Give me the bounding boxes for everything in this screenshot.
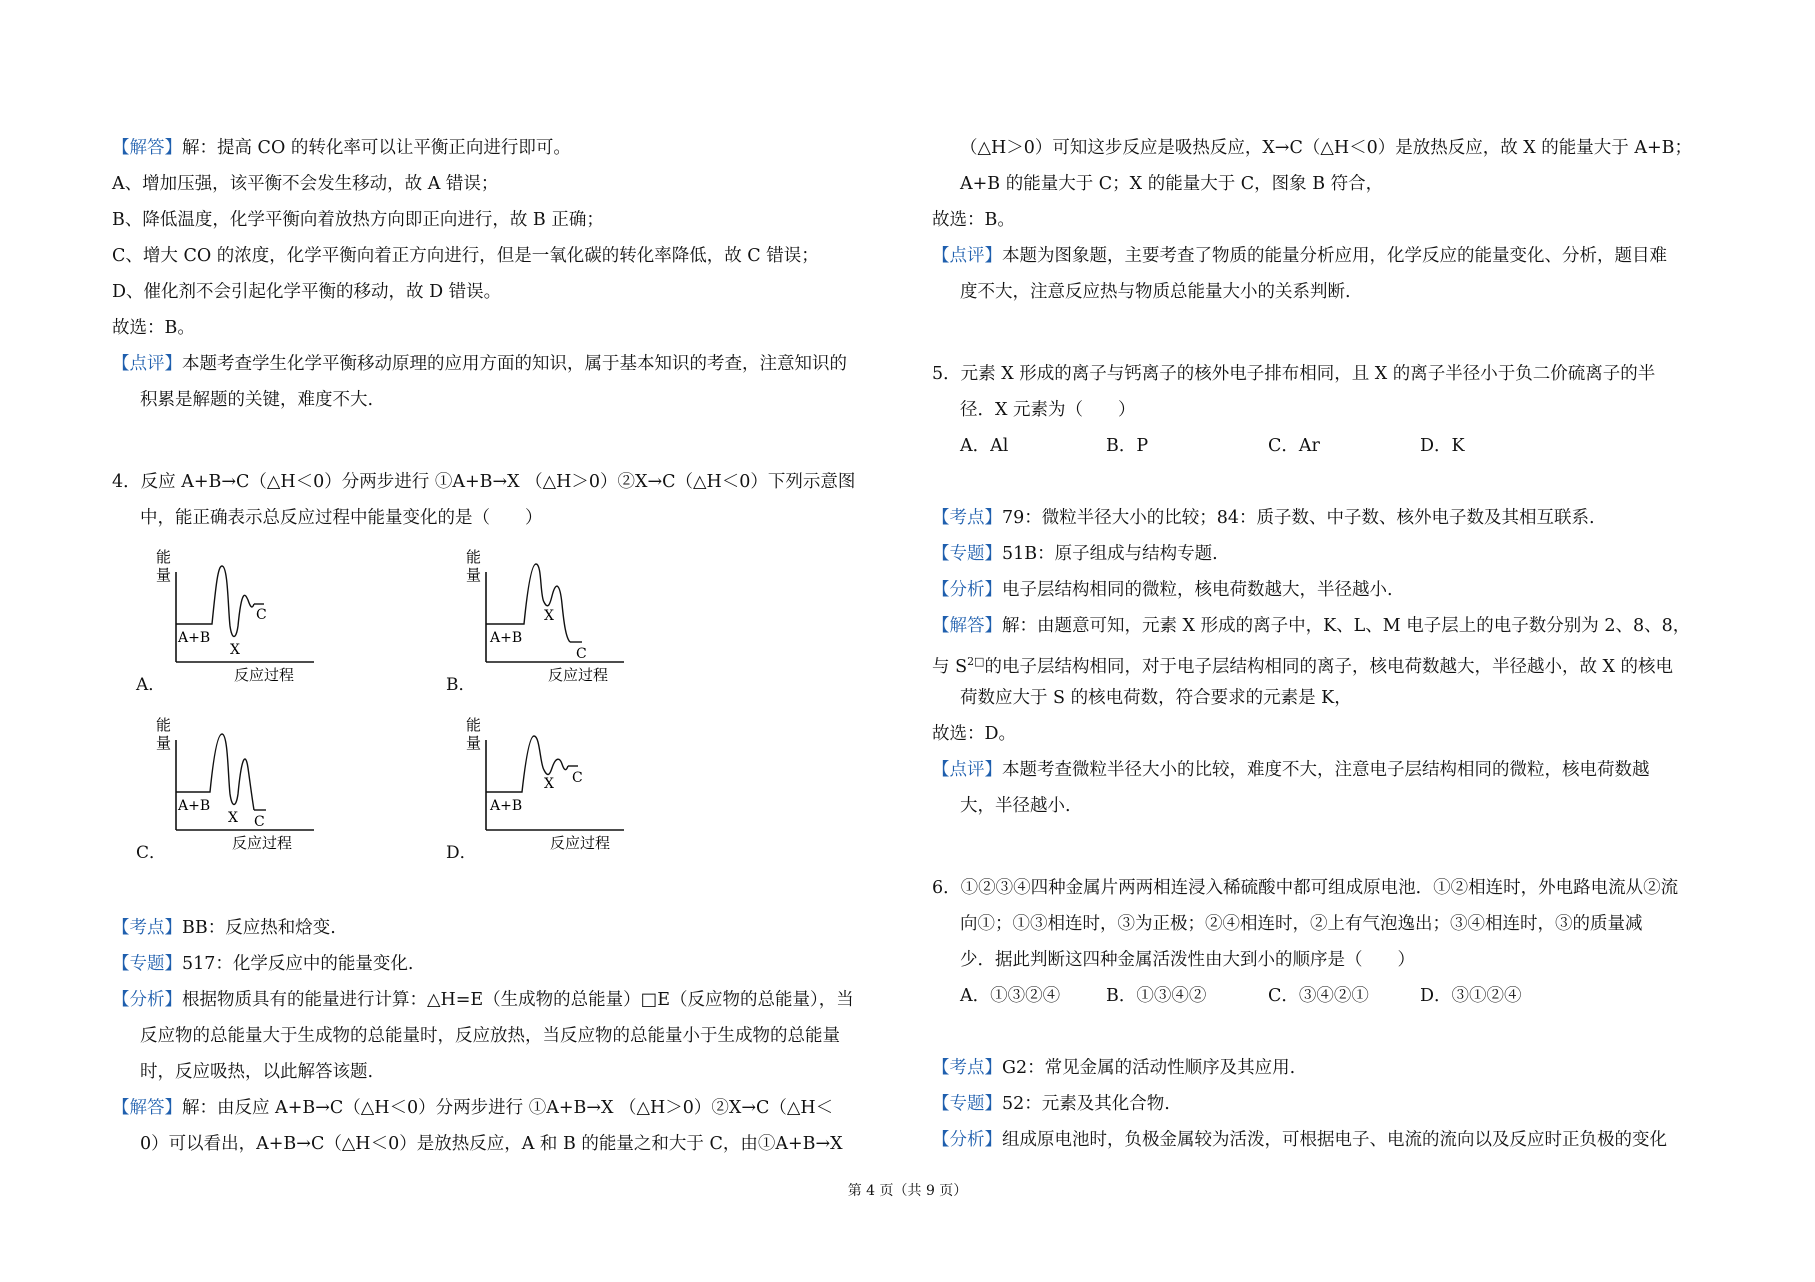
zhuanti-tag: 【专题】	[932, 1094, 1002, 1114]
q5-fenxi	[932, 578, 1393, 602]
jieda-post: 的电子层结构相同，对于电子层结构相同的离子，核电荷数越大，半径越小，故 X 的核电	[984, 656, 1674, 677]
graph-c-x: X	[228, 810, 238, 826]
jieda-pre: 与 S	[932, 656, 968, 677]
option-c-label: C．	[136, 843, 167, 863]
q3-option-b: B、降低温度，化学平衡向着放热方向即正向进行，故 B 正确；	[112, 210, 604, 230]
comment-text: 本题考查微粒半径大小的比较，难度不大，注意电子层结构相同的微粒，核电荷数越	[1002, 760, 1650, 780]
q5-option-d: D．K	[1420, 436, 1465, 456]
graph-b-c: C	[576, 646, 587, 662]
graph-a	[154, 544, 334, 684]
page-footer: 第 4 页（共 9 页）	[847, 1183, 968, 1199]
q3-answer-line	[112, 136, 571, 160]
graph-a-c: C	[256, 607, 267, 623]
q4-fenxi	[112, 988, 854, 1012]
q4-comment	[932, 244, 1667, 268]
answer-tag: 【解答】	[112, 138, 182, 158]
kaodian-tag: 【考点】	[932, 508, 1002, 528]
q4-comment-line2: 度不大，注意反应热与物质总能量大小的关系判断.	[960, 282, 1351, 302]
zhuanti-text: 51B：原子组成与结构专题.	[1002, 544, 1218, 564]
q3-option-a: A、增加压强，该平衡不会发生移动，故 A 错误；	[112, 174, 499, 194]
jieda-tag: 【解答】	[112, 1098, 182, 1118]
fenxi-text: 根据物质具有的能量进行计算：△H=E（生成物的总能量）□E（反应物的总能量），当	[182, 990, 854, 1010]
graph-b-ylabel1: 能	[466, 548, 482, 566]
q5-jieda-line2	[932, 650, 1673, 679]
graph-d-x: X	[544, 776, 554, 792]
q5-comment	[932, 758, 1650, 782]
option-b-label: B．	[446, 675, 476, 695]
q5-option-a: A．Al	[960, 436, 1009, 456]
kaodian-text: 79：微粒半径大小的比较；84：质子数、中子数、核外电子数及其相互联系.	[1002, 508, 1595, 528]
q4-fenxi-line2: 反应物的总能量大于生成物的总能量时，反应放热，当反应物的总能量小于生成物的总能量	[140, 1026, 840, 1046]
q5-jieda-line3: 荷数应大于 S 的核电荷数，符合要求的元素是 K，	[960, 688, 1352, 708]
graph-d-c: C	[572, 770, 583, 786]
graph-a-ylabel2: 量	[156, 566, 172, 584]
fenxi-text: 组成原电池时，负极金属较为活泼，可根据电子、电流的流向以及反应时正负极的变化	[1002, 1130, 1667, 1150]
graph-b-start: A+B	[490, 630, 523, 646]
graph-d-start: A+B	[490, 798, 523, 814]
q4-zhuanti	[112, 952, 413, 976]
sulfide-charge: 2□	[967, 655, 985, 668]
q5-option-b: B．P	[1106, 436, 1149, 456]
q6-option-a: A．①③②④	[960, 986, 1061, 1006]
q5-option-c: C．Ar	[1268, 436, 1320, 456]
q3-option-d: D、催化剂不会引起化学平衡的移动，故 D 错误。	[112, 282, 502, 302]
q6-stem-line2: 向①；①③相连时，③为正极；②④相连时，②上有气泡逸出；③④相连时，③的质量减	[960, 914, 1643, 934]
q5-kaodian	[932, 506, 1595, 530]
q4-cont-line1: （△H＞0）可知这步反应是吸热反应，X→C（△H＜0）是放热反应，故 X 的能量大于 A+B；	[960, 138, 1693, 158]
fenxi-tag: 【分析】	[112, 990, 182, 1010]
jieda-text: 解：由反应 A+B→C（△H＜0）分两步进行 ①A+B→X （△H＞0）②X→C（△H＜	[182, 1098, 834, 1118]
q6-option-c: C．③④②①	[1268, 986, 1369, 1006]
q3-comment-line2: 积累是解题的关键，难度不大.	[140, 390, 374, 410]
comment-tag: 【点评】	[932, 246, 1002, 266]
graph-c-c: C	[254, 814, 265, 830]
fenxi-tag: 【分析】	[932, 580, 1002, 600]
graph-c-ylabel1: 能	[156, 716, 172, 734]
graph-b-ylabel2: 量	[466, 566, 482, 584]
kaodian-tag: 【考点】	[112, 918, 182, 938]
graph-a-x: X	[230, 642, 240, 658]
q6-stem-line1: 6．①②③④四种金属片两两相连浸入稀硫酸中都可组成原电池．①②相连时，外电路电流从②流	[932, 878, 1679, 898]
q4-jieda-line2: 0）可以看出，A+B→C（△H＜0）是放热反应，A 和 B 的能量之和大于 C，由①A+B→X	[140, 1134, 843, 1154]
q3-option-c: C、增大 CO 的浓度，化学平衡向着正方向进行，但是一氧化碳的转化率降低，故 C 错误；	[112, 246, 819, 266]
q6-kaodian	[932, 1056, 1295, 1080]
q6-fenxi	[932, 1128, 1667, 1152]
q6-stem-line3: 少．据此判断这四种金属活泼性由大到小的顺序是（ ）	[960, 950, 1415, 970]
zhuanti-text: 517：化学反应中的能量变化.	[182, 954, 414, 974]
q5-answer: 故选：D。	[932, 724, 1017, 744]
graph-a-ylabel1: 能	[156, 548, 172, 566]
q4-stem-line1: 4．反应 A+B→C（△H＜0）分两步进行 ①A+B→X （△H＞0）②X→C（△H＜0）下列示意图	[112, 472, 856, 492]
q6-option-d: D．③①②④	[1420, 986, 1522, 1006]
graph-c	[154, 712, 334, 852]
q4-cont-line2: A+B 的能量大于 C；X 的能量大于 C，图象 B 符合，	[960, 174, 1384, 194]
graph-c-ylabel2: 量	[156, 734, 172, 752]
q5-comment-line2: 大，半径越小.	[960, 796, 1071, 816]
fenxi-text: 电子层结构相同的微粒，核电荷数越大，半径越小.	[1002, 580, 1393, 600]
jieda-text: 解：由题意可知，元素 X 形成的离子中，K、L、M 电子层上的电子数分别为 2、8、8，	[1002, 616, 1691, 636]
graph-a-xlabel: 反应过程	[234, 666, 295, 684]
graph-b	[464, 544, 644, 684]
q5-zhuanti	[932, 542, 1218, 566]
q6-option-b: B．①③④②	[1106, 986, 1207, 1006]
zhuanti-text: 52：元素及其化合物.	[1002, 1094, 1170, 1114]
q5-stem-line2: 径．X 元素为（ ）	[960, 400, 1136, 420]
q6-zhuanti	[932, 1092, 1170, 1116]
graph-b-xlabel: 反应过程	[548, 666, 609, 684]
graph-d-ylabel1: 能	[466, 716, 482, 734]
zhuanti-tag: 【专题】	[112, 954, 182, 974]
graph-d	[464, 712, 644, 852]
comment-text: 本题考查学生化学平衡移动原理的应用方面的知识，属于基本知识的考查，注意知识的	[182, 354, 847, 374]
q5-jieda	[932, 614, 1690, 638]
q4-answer: 故选：B。	[932, 210, 1015, 230]
q4-kaodian	[112, 916, 336, 940]
graph-c-xlabel: 反应过程	[232, 834, 293, 852]
kaodian-tag: 【考点】	[932, 1058, 1002, 1078]
q5-stem-line1: 5．元素 X 形成的离子与钙离子的核外电子排布相同，且 X 的离子半径小于负二价硫离子的半	[932, 364, 1656, 384]
comment-tag: 【点评】	[112, 354, 182, 374]
comment-tag: 【点评】	[932, 760, 1002, 780]
zhuanti-tag: 【专题】	[932, 544, 1002, 564]
q4-jieda	[112, 1096, 833, 1120]
graph-d-xlabel: 反应过程	[550, 834, 611, 852]
answer-text: 解：提高 CO 的转化率可以让平衡正向进行即可。	[182, 138, 571, 158]
kaodian-text: G2：常见金属的活动性顺序及其应用.	[1002, 1058, 1296, 1078]
graph-a-start: A+B	[178, 630, 211, 646]
option-d-label: D．	[446, 843, 477, 863]
option-a-label: A．	[136, 675, 166, 695]
jieda-tag: 【解答】	[932, 616, 1002, 636]
comment-text: 本题为图象题，主要考查了物质的能量分析应用，化学反应的能量变化、分析，题目难	[1002, 246, 1667, 266]
q3-answer: 故选：B。	[112, 318, 195, 338]
graph-c-start: A+B	[178, 798, 211, 814]
graph-d-ylabel2: 量	[466, 734, 482, 752]
graph-b-x: X	[544, 608, 554, 624]
kaodian-text: BB：反应热和焓变.	[182, 918, 336, 938]
q4-stem-line2: 中，能正确表示总反应过程中能量变化的是（ ）	[140, 508, 543, 528]
q3-comment-line1	[112, 352, 847, 376]
q4-fenxi-line3: 时，反应吸热，以此解答该题.	[140, 1062, 374, 1082]
fenxi-tag: 【分析】	[932, 1130, 1002, 1150]
